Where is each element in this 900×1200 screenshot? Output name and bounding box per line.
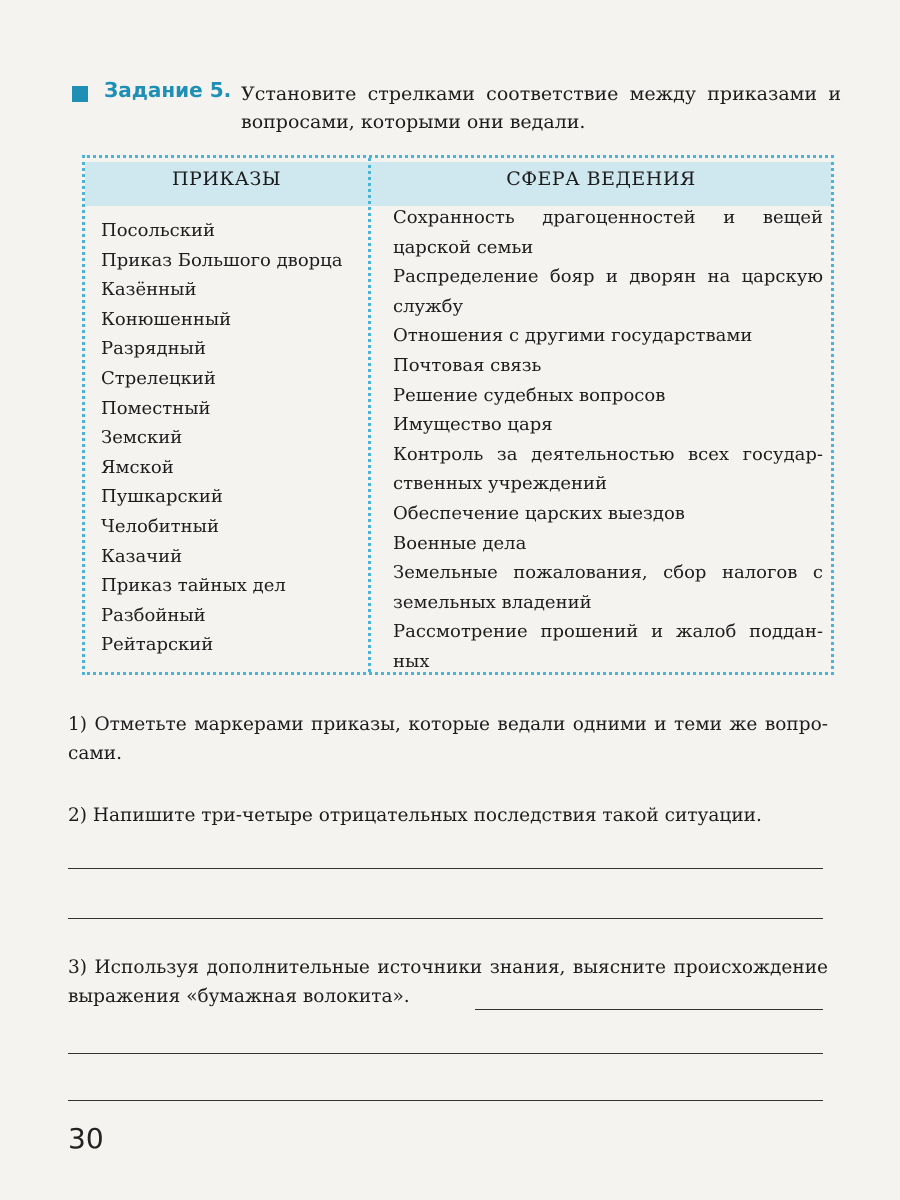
column-divider xyxy=(368,158,371,672)
prikaz-item[interactable]: Рейтарский xyxy=(101,634,214,656)
prikazy-list xyxy=(101,216,366,660)
prikaz-item[interactable]: Конюшенный xyxy=(101,308,232,330)
prikaz-item[interactable]: Казачий xyxy=(101,545,183,567)
answer-line[interactable] xyxy=(475,1009,823,1010)
answer-line[interactable] xyxy=(68,1053,823,1054)
square-bullet-icon xyxy=(72,86,88,102)
sphere-item[interactable]: Сохранность драгоценностей и вещей царской семьи xyxy=(393,207,823,258)
page-number: 30 xyxy=(68,1122,104,1155)
prikaz-item[interactable]: Пушкарский xyxy=(101,486,223,508)
matching-table xyxy=(82,155,834,675)
sphere-item[interactable]: Имущество царя xyxy=(393,414,553,436)
question-1: 1) Отметьте маркерами приказы, которые ведали одними и теми же вопросами. xyxy=(68,714,828,764)
sphere-item[interactable]: Обеспечение царских выездов xyxy=(393,502,685,524)
answer-line[interactable] xyxy=(68,868,823,869)
sphere-item[interactable]: Почтовая связь xyxy=(393,354,542,376)
sphere-item[interactable]: Военные дела xyxy=(393,532,527,554)
prikaz-item[interactable]: Разрядный xyxy=(101,338,206,360)
task-label: Задание 5. xyxy=(104,78,232,102)
prikaz-item[interactable]: Приказ тайных дел xyxy=(101,575,286,597)
sphere-item[interactable]: Решение судебных вопросов xyxy=(393,384,666,406)
sphere-item[interactable]: Рассмотрение прошений и жалоб подданных xyxy=(393,621,823,672)
sphere-item[interactable]: Отношения с другими государствами xyxy=(393,325,753,347)
prikaz-item[interactable]: Земский xyxy=(101,427,183,449)
prikaz-item[interactable]: Стрелецкий xyxy=(101,367,216,389)
prikaz-item[interactable]: Приказ Большого дворца xyxy=(101,249,343,271)
sphere-list xyxy=(393,203,823,677)
prikaz-item[interactable]: Челобитный xyxy=(101,515,219,537)
sphere-item[interactable]: Распределение бояр и дворян на царскую службу xyxy=(393,266,823,317)
answer-line[interactable] xyxy=(68,1100,823,1101)
prikazy-header: ПРИКАЗЫ xyxy=(171,168,282,190)
task-instruction: Установите стрелками соответствие между приказами и вопросами, которыми они ведали. xyxy=(241,83,841,133)
prikaz-item[interactable]: Казённый xyxy=(101,279,197,301)
sphere-header: СФЕРА ВЕДЕНИЯ xyxy=(506,168,696,190)
sphere-item[interactable]: Земельные пожалования, сбор налогов с земельных владений xyxy=(393,562,823,613)
prikaz-item[interactable]: Посольский xyxy=(101,220,216,241)
prikaz-item[interactable]: Разбойный xyxy=(101,604,206,626)
prikaz-item[interactable]: Ямской xyxy=(101,456,174,478)
question-3: 3) Используя дополнительные источники знания, выясните происхождение выражения «бумажная волокита». xyxy=(68,957,828,1007)
answer-line[interactable] xyxy=(68,918,823,919)
sphere-item[interactable]: Контроль за деятельностью всех государственных учреждений xyxy=(393,443,823,495)
prikaz-item[interactable]: Поместный xyxy=(101,397,211,419)
question-2: 2) Напишите три-четыре отрицательных последствия такой ситуации. xyxy=(68,805,762,826)
